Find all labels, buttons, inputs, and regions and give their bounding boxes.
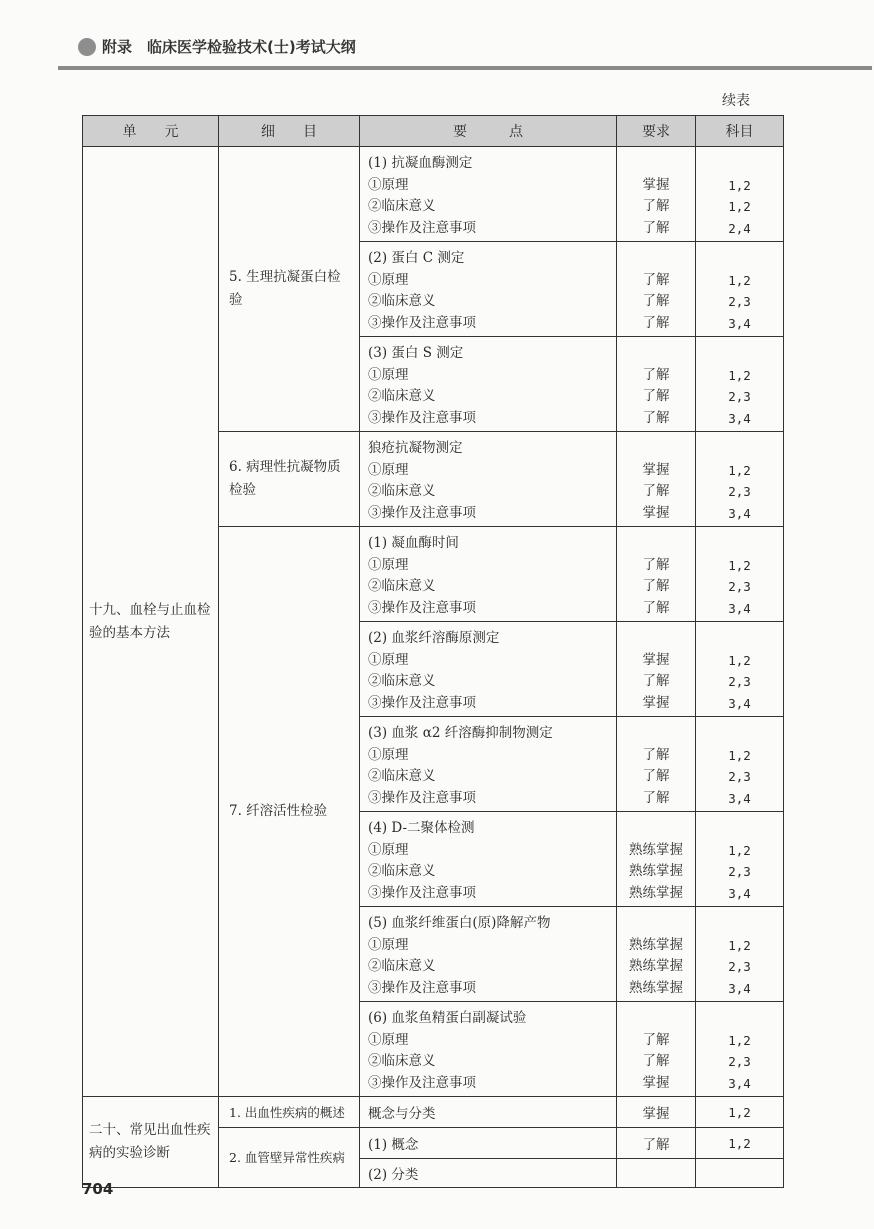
requirement-cell [617, 432, 696, 527]
col-header-subject: 科目 [696, 116, 784, 147]
subject-cell [696, 147, 784, 242]
point-line: ②临床意义 [368, 293, 436, 309]
points-cell: (2) 分类 [360, 1159, 617, 1188]
requirement-value: 熟练掌握 [629, 863, 683, 879]
requirement-value: 了解 [642, 293, 670, 309]
subject-cell: 1,2 [696, 1128, 784, 1159]
subject-value: 3,4 [728, 885, 751, 901]
point-title: (5) 血浆纤维蛋白(原)降解产物 [368, 915, 551, 931]
subject-cell: 1,2 [696, 1097, 784, 1128]
subject-value: 2,3 [728, 389, 751, 404]
requirement-value: 了解 [642, 1031, 670, 1048]
requirement-value: 了解 [642, 1053, 670, 1069]
requirement-cell [617, 812, 696, 907]
requirement-value: 了解 [642, 366, 670, 383]
requirement-value: 掌握 [642, 694, 670, 711]
subject-cell [696, 1002, 784, 1097]
subject-cell [696, 812, 784, 907]
subject-value: 1,2 [728, 557, 751, 573]
subject-value: 3,4 [728, 505, 751, 521]
point-line: ③操作及注意事项 [368, 1074, 476, 1091]
point-line: ①原理 [368, 366, 409, 383]
requirement-cell [617, 527, 696, 622]
unit-cell: 二十、常见出血性疾病的实验诊断 [83, 1097, 219, 1188]
requirement-cell [617, 147, 696, 242]
point-line: ③操作及注意事项 [368, 219, 476, 236]
points-cell [360, 527, 617, 622]
subject-value: 2,3 [728, 579, 751, 594]
points-cell [360, 812, 617, 907]
continued-label: 续表 [722, 93, 750, 109]
subject-value: 3,4 [728, 980, 751, 996]
point-line: ①原理 [368, 176, 409, 193]
col-header-item: 细 目 [219, 116, 360, 147]
subject-value: 2,3 [728, 1054, 751, 1069]
point-line: ③操作及注意事项 [368, 789, 476, 806]
point-line: ②临床意义 [368, 863, 436, 879]
requirement-cell [617, 1159, 696, 1188]
requirement-value: 了解 [642, 483, 670, 499]
requirement-cell: 掌握 [617, 1097, 696, 1128]
points-cell [360, 337, 617, 432]
point-line: ①原理 [368, 841, 409, 858]
point-title: (4) D-二聚体检测 [368, 820, 475, 836]
point-line: ①原理 [368, 651, 409, 668]
point-line: ②临床意义 [368, 198, 436, 214]
requirement-value: 了解 [642, 409, 670, 426]
point-line: ②临床意义 [368, 768, 436, 784]
requirement-value: 掌握 [642, 461, 670, 478]
subject-value: 2,3 [728, 959, 751, 974]
item-cell: 5. 生理抗凝蛋白检验 [219, 147, 360, 432]
point-line: ③操作及注意事项 [368, 884, 476, 901]
requirement-value: 了解 [642, 673, 670, 689]
points-cell [360, 1002, 617, 1097]
subject-cell [696, 907, 784, 1002]
requirement-value: 熟练掌握 [629, 884, 683, 901]
subject-value: 1,2 [728, 937, 751, 953]
requirement-value: 了解 [642, 768, 670, 784]
requirement-value: 掌握 [642, 176, 670, 193]
point-title: (3) 血浆 α2 纤溶酶抑制物测定 [368, 725, 553, 741]
point-line: ②临床意义 [368, 483, 436, 499]
point-line: ①原理 [368, 461, 409, 478]
points-cell [360, 622, 617, 717]
item-cell: 6. 病理性抗凝物质检验 [219, 432, 360, 527]
point-line: ①原理 [368, 746, 409, 763]
points-cell: 概念与分类 [360, 1097, 617, 1128]
unit-cell: 十九、血栓与止血检验的基本方法 [83, 147, 219, 1097]
subject-value: 1,2 [728, 177, 751, 193]
table-row [83, 1097, 784, 1128]
point-line: ③操作及注意事项 [368, 979, 476, 996]
subject-value: 3,4 [728, 695, 751, 711]
subject-cell [696, 622, 784, 717]
subject-cell [696, 717, 784, 812]
requirement-value: 了解 [642, 271, 670, 288]
requirement-cell [617, 242, 696, 337]
point-title: (2) 蛋白 C 测定 [368, 250, 465, 266]
subject-cell [696, 242, 784, 337]
point-line: ②临床意义 [368, 958, 436, 974]
point-line: ②临床意义 [368, 673, 436, 689]
header-rule [58, 66, 872, 70]
table-row [83, 147, 784, 242]
requirement-value: 了解 [642, 219, 670, 236]
subject-value: 2,3 [728, 674, 751, 689]
appendix-logo-icon [78, 38, 96, 56]
point-line: ③操作及注意事项 [368, 694, 476, 711]
subject-value: 1,2 [728, 1032, 751, 1048]
subject-value: 3,4 [728, 790, 751, 806]
col-header-points: 要 点 [360, 116, 617, 147]
subject-value: 1,2 [728, 747, 751, 763]
requirement-value: 了解 [642, 599, 670, 616]
subject-value: 3,4 [728, 315, 751, 331]
point-line: ②临床意义 [368, 388, 436, 404]
point-line: ①原理 [368, 1031, 409, 1048]
subject-cell [696, 527, 784, 622]
points-cell [360, 717, 617, 812]
subject-value: 2,3 [728, 864, 751, 879]
requirement-cell: 了解 [617, 1128, 696, 1159]
point-line: ②临床意义 [368, 578, 436, 594]
point-line: ③操作及注意事项 [368, 504, 476, 521]
point-title: (6) 血浆鱼精蛋白副凝试验 [368, 1010, 527, 1026]
subject-value: 1,2 [728, 462, 751, 478]
requirement-cell [617, 622, 696, 717]
points-cell [360, 907, 617, 1002]
points-cell [360, 432, 617, 527]
point-line: ①原理 [368, 271, 409, 288]
point-title: 狼疮抗凝物测定 [368, 440, 463, 456]
syllabus-table [82, 115, 784, 1188]
subject-value: 1,2 [728, 272, 751, 288]
subject-value: 1,2 [728, 652, 751, 668]
requirement-cell [617, 337, 696, 432]
point-line: ①原理 [368, 556, 409, 573]
col-header-unit: 单 元 [83, 116, 219, 147]
subject-cell [696, 337, 784, 432]
point-title: (2) 血浆纤溶酶原测定 [368, 630, 500, 646]
point-line: ③操作及注意事项 [368, 409, 476, 426]
requirement-value: 了解 [642, 556, 670, 573]
col-header-requirement: 要求 [617, 116, 696, 147]
requirement-value: 熟练掌握 [629, 958, 683, 974]
subject-cell [696, 432, 784, 527]
point-title: (1) 抗凝血酶测定 [368, 155, 473, 171]
subject-value: 2,3 [728, 294, 751, 309]
requirement-value: 了解 [642, 388, 670, 404]
header-title: 附录 临床医学检验技术(士)考试大纲 [102, 38, 356, 56]
requirement-value: 了解 [642, 746, 670, 763]
requirement-cell [617, 1002, 696, 1097]
requirement-value: 掌握 [642, 651, 670, 668]
requirement-value: 熟练掌握 [629, 979, 683, 996]
item-cell: 7. 纤溶活性检验 [219, 527, 360, 1097]
subject-value: 3,4 [728, 1075, 751, 1091]
requirement-value: 了解 [642, 578, 670, 594]
subject-value: 1,2 [728, 367, 751, 383]
page-number: 704 [82, 1180, 114, 1198]
requirement-value: 了解 [642, 314, 670, 331]
subject-value: 1,2 [728, 199, 751, 214]
item-cell: 2. 血管壁异常性疾病 [219, 1128, 360, 1188]
requirement-value: 了解 [642, 789, 670, 806]
requirement-value: 了解 [642, 198, 670, 214]
points-cell: (1) 概念 [360, 1128, 617, 1159]
point-title: (1) 凝血酶时间 [368, 535, 459, 551]
requirement-value: 熟练掌握 [629, 841, 683, 858]
subject-value: 2,3 [728, 484, 751, 499]
requirement-cell [617, 717, 696, 812]
point-line: ①原理 [368, 936, 409, 953]
subject-value: 3,4 [728, 410, 751, 426]
point-title: (3) 蛋白 S 测定 [368, 345, 464, 361]
point-line: ③操作及注意事项 [368, 314, 476, 331]
point-line: ③操作及注意事项 [368, 599, 476, 616]
requirement-value: 掌握 [642, 1074, 670, 1091]
subject-value: 3,4 [728, 600, 751, 616]
subject-value: 2,4 [728, 220, 751, 236]
table-header-row [83, 116, 784, 147]
subject-value: 1,2 [728, 842, 751, 858]
page-header [78, 36, 872, 70]
points-cell [360, 242, 617, 337]
points-cell [360, 147, 617, 242]
subject-cell [696, 1159, 784, 1188]
requirement-cell [617, 907, 696, 1002]
item-cell: 1. 出血性疾病的概述 [219, 1097, 360, 1128]
subject-value: 2,3 [728, 769, 751, 784]
requirement-value: 掌握 [642, 504, 670, 521]
point-line: ②临床意义 [368, 1053, 436, 1069]
requirement-value: 熟练掌握 [629, 936, 683, 953]
